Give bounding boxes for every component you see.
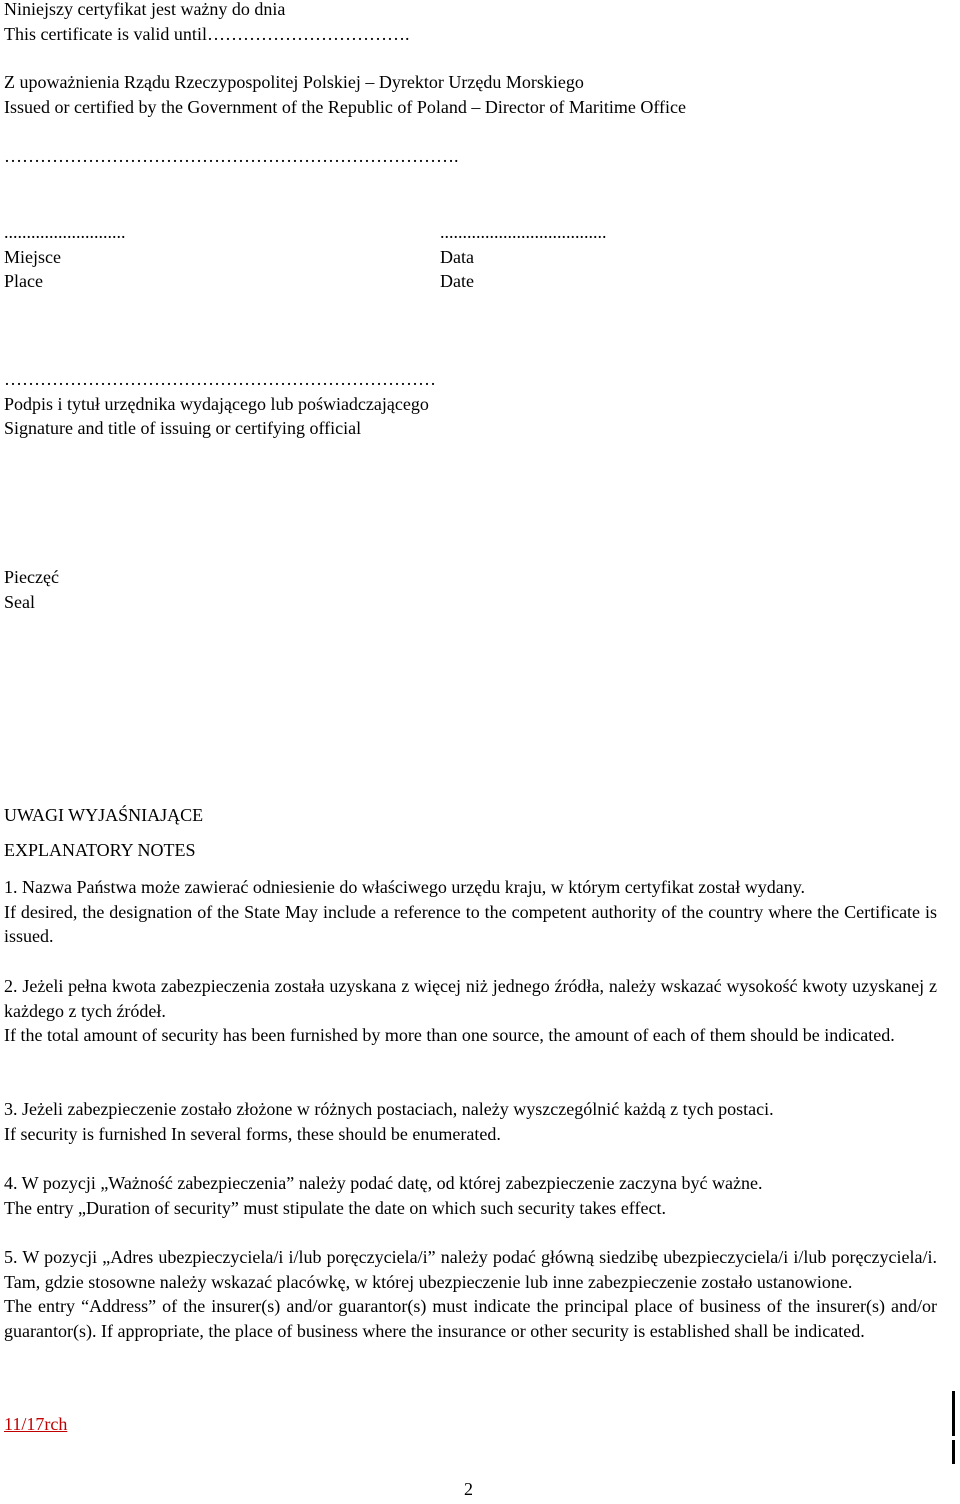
note-1-en: If desired, the designation of the State May include a reference to the competent authority of the country where the Certificate is issued. bbox=[4, 901, 937, 947]
notes-heading-en: EXPLANATORY NOTES bbox=[4, 840, 196, 860]
signature-dotted-line: ……………………………………………………………… bbox=[4, 369, 436, 389]
date-label-en: Date bbox=[440, 271, 474, 292]
seal-label-en: Seal bbox=[4, 591, 35, 612]
note-2-en: If the total amount of security has been furnished by more than one source, the amount of each of them should be indicated. bbox=[4, 1025, 895, 1046]
note-5 bbox=[4, 1245, 937, 1343]
note-2-pl: 2. Jeżeli pełna kwota zabezpieczenia została uzyskana z więcej niż jednego źródła, należy wskazać wysokość kwoty uzyskanej z każdego z tych źródeł. bbox=[4, 976, 937, 1021]
issuer-text-en: Issued or certified by the Government of the Republic of Poland – Director of Maritime Office bbox=[4, 96, 686, 117]
validity-text-pl: Niniejszy certyfikat jest ważny do dnia bbox=[4, 0, 286, 19]
page-number: 2 bbox=[464, 1479, 473, 1499]
document-reference-link[interactable]: 11/17rch bbox=[4, 1414, 68, 1434]
margin-bar-upper bbox=[952, 1391, 955, 1436]
note-2 bbox=[4, 974, 937, 1048]
note-4-en: The entry „Duration of security” must stipulate the date on which such security takes effect. bbox=[4, 1197, 666, 1218]
place-label-en: Place bbox=[4, 271, 43, 292]
notes-heading-pl: UWAGI WYJAŚNIAJĄCE bbox=[4, 805, 204, 825]
place-dots: ........................... bbox=[4, 222, 126, 242]
seal-label-pl: Pieczęć bbox=[4, 567, 59, 587]
validity-text-en: This certificate is valid until……………………………. bbox=[4, 23, 410, 44]
note-1 bbox=[4, 875, 937, 949]
signature-label-pl: Podpis i tytuł urzędnika wydającego lub poświadczającego bbox=[4, 393, 429, 414]
margin-bar-lower bbox=[952, 1440, 955, 1464]
signature-label-en: Signature and title of issuing or certifying official bbox=[4, 418, 362, 439]
date-field bbox=[440, 220, 607, 294]
signature-block bbox=[4, 367, 436, 441]
validity-block bbox=[4, 0, 409, 46]
issuer-text-pl: Z upoważnienia Rządu Rzeczypospolitej Polskiej – Dyrektor Urzędu Morskiego bbox=[4, 72, 584, 92]
date-dots: ..................................... bbox=[440, 222, 607, 242]
issuer-dotted-line: …………………………………………………………………. bbox=[4, 146, 459, 166]
seal-block bbox=[4, 565, 59, 614]
place-label-pl: Miejsce bbox=[4, 246, 61, 267]
note-5-pl: 5. W pozycji „Adres ubezpieczyciela/i i/lub poręczyciela/i” należy podać główną siedzibę ubezpieczyciela/i i/lub poręczyciela/i. Tam, gdzie stosowne należy wskazać placówkę, w której ubezpieczenie lub inne zabezpieczenie zostało ustanowione. bbox=[4, 1247, 937, 1292]
note-1-pl: 1. Nazwa Państwa może zawierać odniesienie do właściwego urzędu kraju, w którym certyfikat został wydany. bbox=[4, 877, 806, 897]
note-3 bbox=[4, 1097, 937, 1146]
date-label-pl: Data bbox=[440, 246, 474, 267]
note-3-en: If security is furnished In several forms, these should be enumerated. bbox=[4, 1123, 501, 1144]
issuer-block bbox=[4, 70, 686, 119]
place-field bbox=[4, 220, 126, 294]
note-4-pl: 4. W pozycji „Ważność zabezpieczenia” należy podać datę, od której zabezpieczenie zaczyna być ważne. bbox=[4, 1173, 763, 1193]
note-4 bbox=[4, 1171, 937, 1220]
note-3-pl: 3. Jeżeli zabezpieczenie zostało złożone w różnych postaciach, należy wyszczególnić każdą z tych postaci. bbox=[4, 1099, 774, 1119]
note-5-en: The entry “Address” of the insurer(s) and/or guarantor(s) must indicate the principal place of business of the insurer(s) and/or guarantor(s). If appropriate, the place of business where the insurance or other security is established shall be indicated. bbox=[4, 1296, 937, 1341]
